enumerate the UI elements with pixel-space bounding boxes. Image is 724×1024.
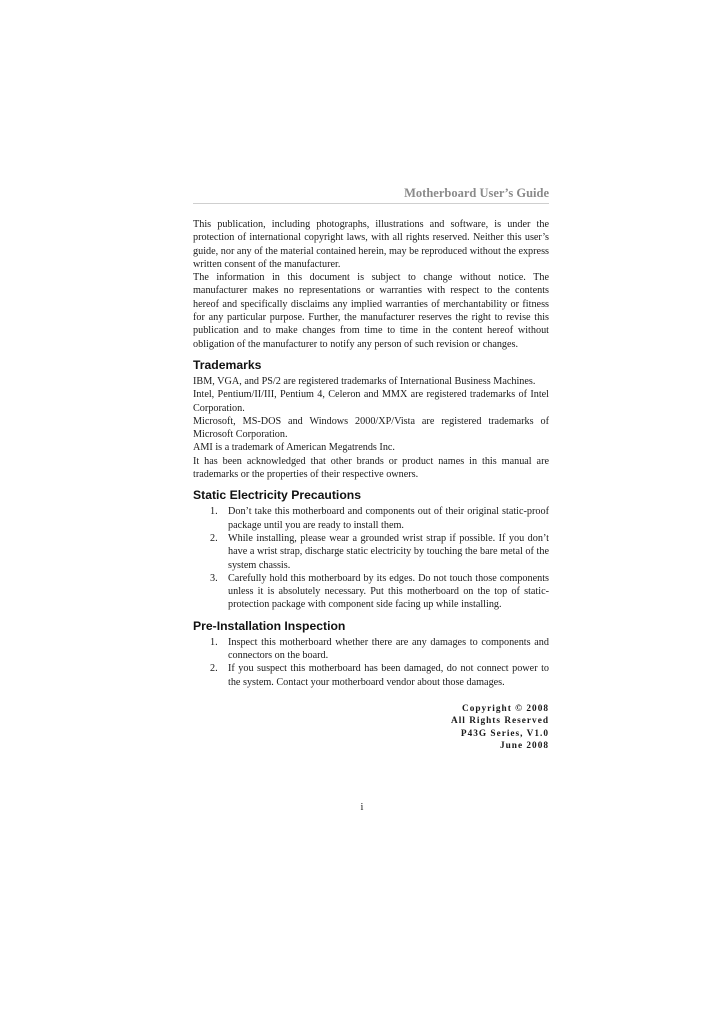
copyright-line: Copyright © 2008 — [462, 703, 549, 714]
list-item-text: While installing, please wear a grounded wrist strap if possible. If you don’t have a wrist strap, discharge static electricity by touching the bare metal of the system chassis. — [228, 532, 549, 571]
list-item-number: 1. — [210, 636, 218, 648]
list-item — [193, 532, 549, 572]
trademarks-heading: Trademarks — [193, 357, 262, 372]
list-item-number: 2. — [210, 532, 218, 544]
list-item-number: 3. — [210, 572, 218, 584]
trademark-line: It has been acknowledged that other brands or product names in this manual are trademarks or the properties of their respective owners. — [193, 455, 549, 481]
list-item-number: 1. — [210, 506, 218, 518]
static-precautions-list — [193, 505, 549, 611]
page-number: i — [360, 802, 364, 813]
list-item-number: 2. — [210, 663, 218, 675]
list-item — [193, 572, 549, 612]
version-line: P43G Series, V1.0 — [460, 728, 549, 739]
trademark-line: AMI is a trademark of American Megatrends Inc. — [193, 442, 395, 454]
pre-installation-heading: Pre-Installation Inspection — [193, 618, 346, 633]
list-item-text: If you suspect this motherboard has been damaged, do not connect power to the system. Contact your motherboard vendor about those damages. — [228, 663, 549, 688]
manual-page — [193, 186, 549, 753]
rights-line: All Rights Reserved — [450, 716, 549, 727]
list-item — [193, 662, 549, 689]
trademark-line: Intel, Pentium/II/III, Pentium 4, Celeron and MMX are registered trademarks of Intel Corporation. — [193, 389, 549, 414]
trademark-line: Microsoft, MS-DOS and Windows 2000/XP/Vista are registered trademarks of Microsoft Corporation. — [193, 415, 549, 441]
copyright-notice-paragraph: This publication, including photographs, illustrations and software, is under the protection of international copyright laws, with all rights reserved. Neither this user’s guide, nor any of the material contained herein, may be reproduced without the express written consent of the manufacturer. — [193, 219, 549, 270]
static-precautions-heading: Static Electricity Precautions — [193, 488, 361, 503]
list-item-text: Carefully hold this motherboard by its edges. Do not touch those components unless it is absolutely necessary. Put this motherboard on the top of static-protection package with component side facing up while installing. — [228, 572, 549, 611]
list-item-text: Don’t take this motherboard and components out of their original static-proof package until you are ready to install them. — [228, 506, 549, 531]
list-item — [193, 505, 549, 532]
copyright-block — [193, 703, 549, 753]
list-item — [193, 636, 549, 663]
date-line: June 2008 — [499, 741, 549, 752]
pre-installation-list — [193, 636, 549, 689]
running-header: Motherboard User’s Guide — [193, 186, 549, 204]
trademark-line: IBM, VGA, and PS/2 are registered trademarks of International Business Machines. — [193, 375, 536, 387]
change-notice-paragraph: The information in this document is subject to change without notice. The manufacturer makes no representations or warranties with respect to the contents hereof and specifically disclaims any implied warranties of merchantability or fitness for any particular purpose. Further, the manufacturer reserves the right to revise this publication and to make changes from time to time in the content hereof without obligation of the manufacturer to notify any person of such revision or changes. — [193, 272, 549, 350]
list-item-text: Inspect this motherboard whether there are any damages to components and connectors on the board. — [228, 636, 549, 662]
